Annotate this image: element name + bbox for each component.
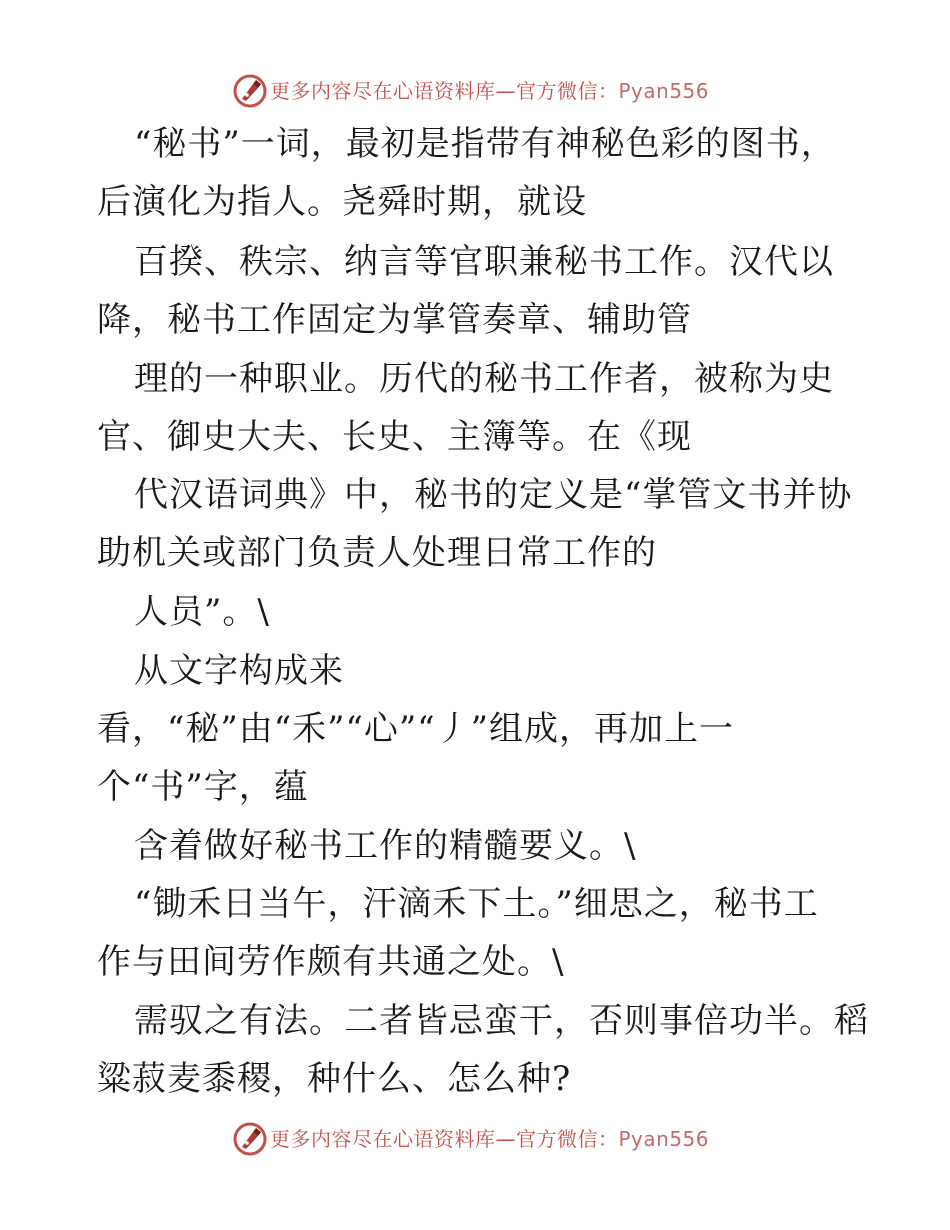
- text-line: 作与田间劳作颇有共通之处。\: [97, 942, 565, 982]
- text-line: 百揆、秩宗、纳言等官职兼秘书工作。汉代以: [134, 242, 834, 282]
- text-line: 需驭之有法。二者皆忌蛮干，否则事倍功半。稻: [134, 1001, 869, 1041]
- banner-wechat-handle: Pyan556: [618, 79, 710, 103]
- text-line: 官、御史大夫、长史、主簿等。在《现: [97, 417, 692, 457]
- text-line: 粱菽麦黍稷，种什么、怎么种?: [97, 1059, 572, 1099]
- text-line: 后演化为指人。尧舜时期，就设: [97, 182, 587, 222]
- banner-main-text: 更多内容尽在心语资料库—官方微信：: [270, 1127, 619, 1151]
- text-line: 助机关或部门负责人处理日常工作的: [97, 533, 657, 573]
- text-line: 人员”。\: [134, 592, 270, 632]
- text-line: 含着做好秘书工作的精髓要义。\: [134, 826, 637, 866]
- text-line: 看，“秘”由“禾”“心”“丿”组成，再加上一: [97, 709, 735, 749]
- text-line: “秘书”一词，最初是指带有神秘色彩的图书，: [134, 124, 836, 164]
- text-line: 个“书”字，蕴: [97, 767, 309, 807]
- footer-banner: [0, 1120, 950, 1160]
- banner-text: [270, 78, 709, 104]
- banner-wechat-handle: Pyan556: [618, 1127, 710, 1151]
- text-line: 降，秘书工作固定为掌管奏章、辅助管: [97, 300, 692, 340]
- text-line: 代汉语词典》中，秘书的定义是“掌管文书并协: [134, 475, 853, 515]
- pen-nib-logo-icon: [233, 1122, 267, 1156]
- header-banner: [0, 72, 950, 112]
- banner-main-text: 更多内容尽在心语资料库—官方微信：: [270, 79, 619, 103]
- text-line: 理的一种职业。历代的秘书工作者，被称为史: [134, 359, 834, 399]
- text-line: 从文字构成来: [134, 651, 344, 691]
- text-line: “锄禾日当午，汗滴禾下土。”细思之，秘书工: [134, 884, 819, 924]
- pen-nib-logo-icon: [233, 74, 267, 108]
- banner-text: [270, 1126, 709, 1152]
